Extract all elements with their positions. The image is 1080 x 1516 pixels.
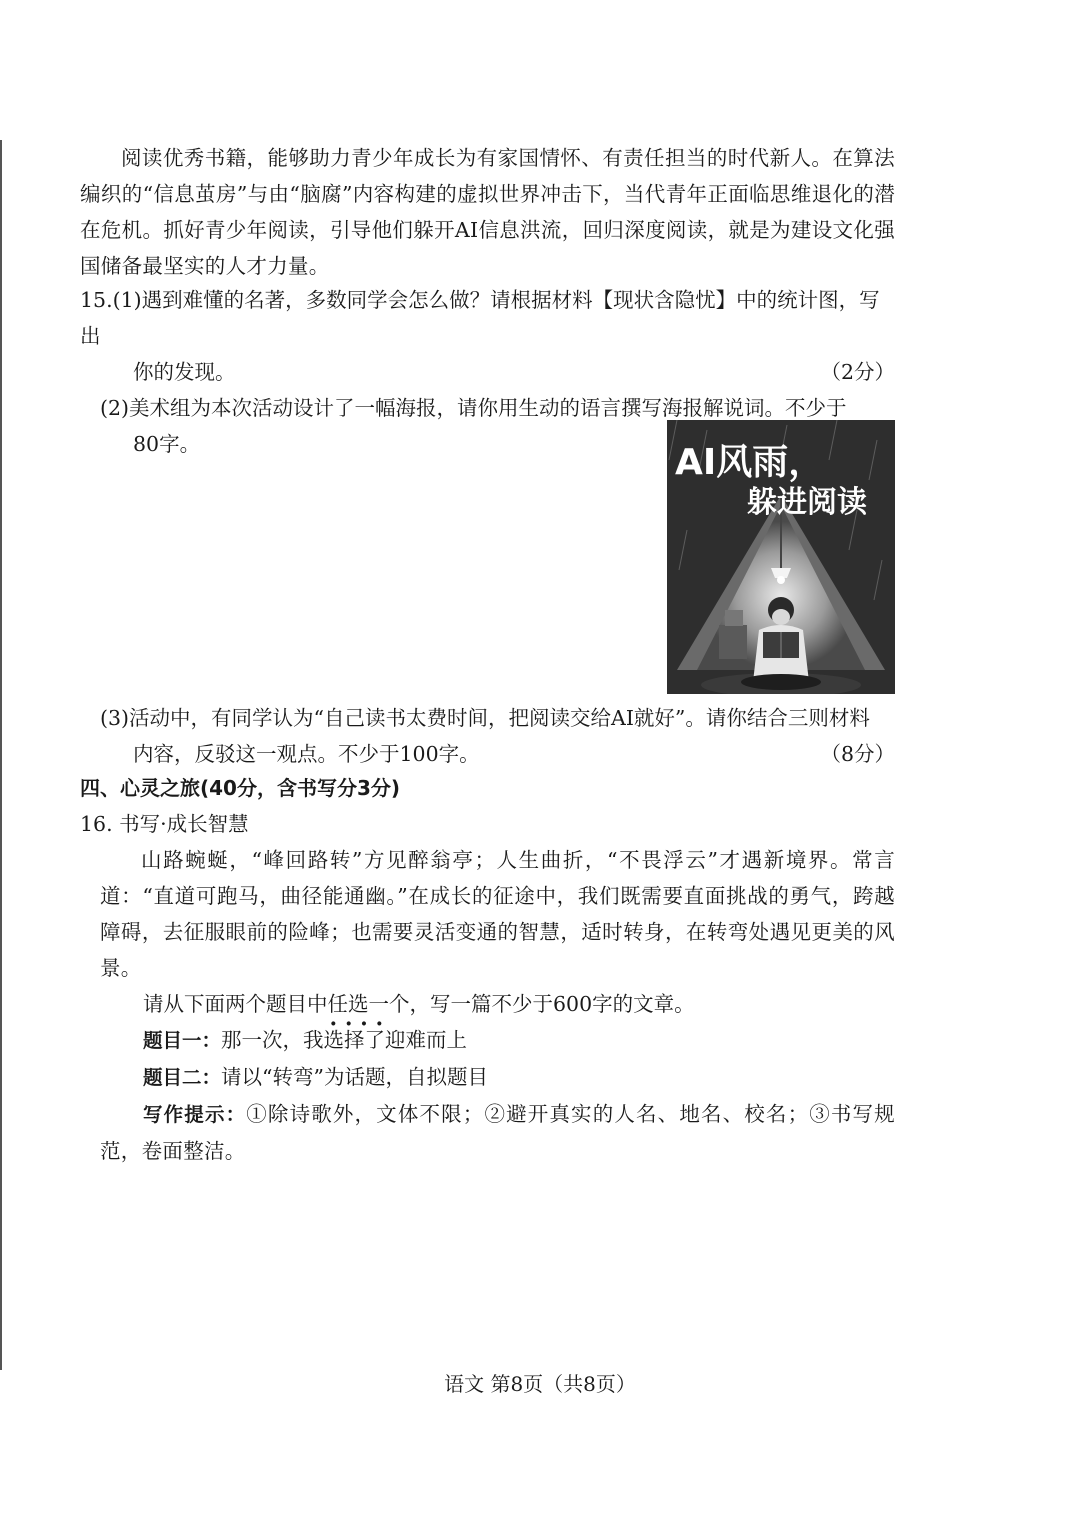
section4-title: 四、心灵之旅(40分，含书写分3分) xyxy=(80,776,401,800)
poster-illustration xyxy=(667,420,895,694)
poster-title-line2: 躲进阅读 xyxy=(747,485,867,520)
q15-part3-line2: 内容，反驳这一观点。不少于100字。 xyxy=(133,742,480,766)
binding-margin-line xyxy=(0,140,2,1370)
q15-part3-block xyxy=(80,700,895,772)
emphasis-dotted: 任选一个 · · · · xyxy=(328,992,410,1016)
topic1-label: 题目一： xyxy=(143,1029,222,1052)
q15-part3-line1: (3)活动中，有同学认为“自己读书太费时间，把阅读交给AI就好”。请你结合三则材料 xyxy=(100,706,870,730)
poster-title-line1: AI风雨， xyxy=(675,442,825,483)
q15-number: 15. xyxy=(80,288,113,312)
q15-part1-score: （2分） xyxy=(820,360,895,384)
q15-part1-line1: (1)遇到难懂的名著，多数同学会怎么做？请根据材料【现状含隐忧】中的统计图，写出 xyxy=(80,288,880,348)
activity-poster xyxy=(667,420,895,694)
q16-topic2 xyxy=(100,1059,895,1096)
tips-label: 写作提示： xyxy=(143,1103,247,1126)
topic2-text: 请以“转弯”为话题，自拟题目 xyxy=(221,1065,488,1089)
q16-title: 16. 书写·成长智慧 xyxy=(80,812,249,836)
q15-part2-line2: 80字。 xyxy=(133,432,201,456)
q16-paragraph: 山路蜿蜒，“峰回路转”方见醉翁亭；人生曲折，“不畏浮云”才遇新境界。常言道：“直道可跑马，曲径能通幽。”在成长的征途中，我们既需要直面挑战的勇气，跨越障碍，去征服眼前的险峰；也需要灵活变通的智慧，适时转身，在转弯处遇见更美的风景。 xyxy=(100,848,895,980)
topic1-text: 那一次，我选择了迎难而上 xyxy=(221,1028,468,1052)
tips-text: ①除诗歌外，文体不限；②避开真实的人名、地名、校名；③书写规范，卷面整洁。 xyxy=(100,1102,895,1163)
q15-part3 xyxy=(80,700,895,772)
q15-part1-line2: 你的发现。 xyxy=(133,360,236,384)
intro-block xyxy=(80,140,895,284)
page-footer: 语文 第8页（共8页） xyxy=(444,1372,636,1396)
topic2-label: 题目二： xyxy=(143,1066,222,1089)
q15-part1 xyxy=(80,282,895,390)
q16-topic1 xyxy=(100,1022,895,1059)
section-4 xyxy=(80,770,895,1169)
intro-paragraph: 阅读优秀书籍，能够助力青少年成长为有家国情怀、有责任担当的时代新人。在算法编织的“信息茧房”与由“脑腐”内容构建的虚拟世界冲击下，当代青年正面临思维退化的潜在危机。抓好青少年阅读，引导他们躲开AI信息洪流，回归深度阅读，就是为建设文化强国储备最坚实的人才力量。 xyxy=(80,146,895,278)
q15-part2-line1: (2)美术组为本次活动设计了一幅海报，请你用生动的语言撰写海报解说词。不少于 xyxy=(100,396,847,420)
q16-instruction: 请从下面两个题目中任选一个 · · · ·，写一篇不少于600字的文章。 xyxy=(100,986,895,1022)
q16-tips xyxy=(100,1096,895,1169)
q15-part3-score: （8分） xyxy=(820,742,895,766)
